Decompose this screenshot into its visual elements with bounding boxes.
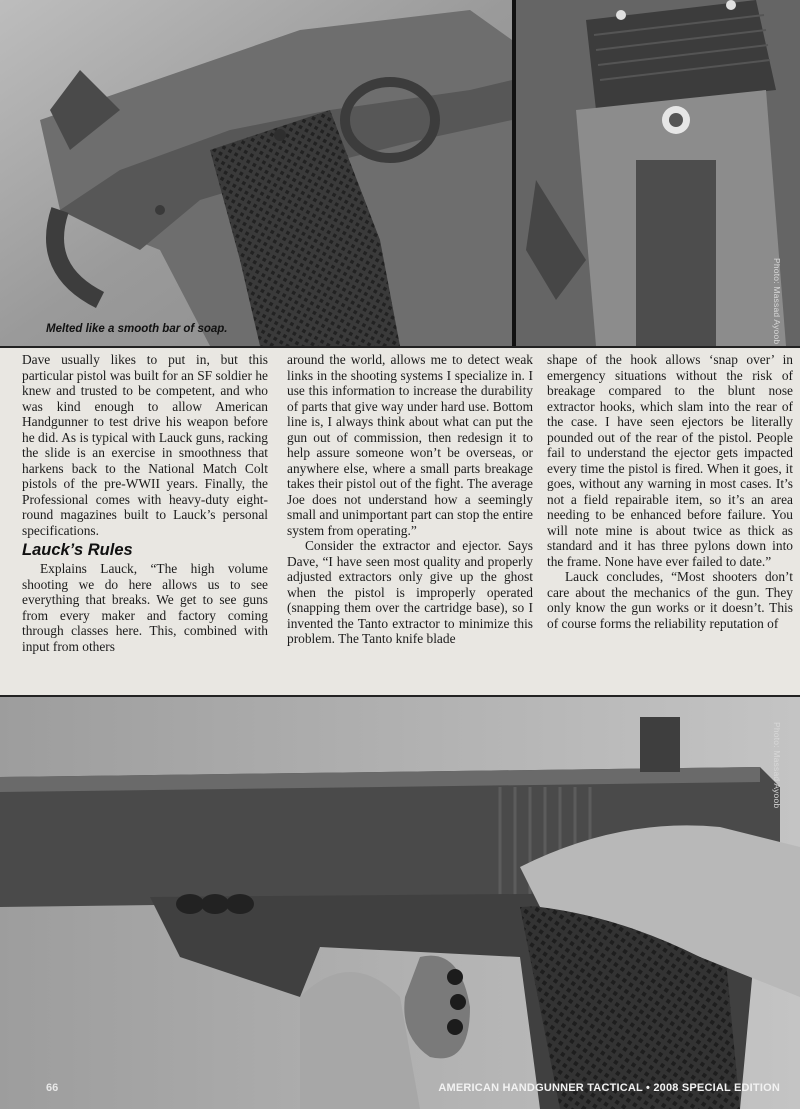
paragraph: Consider the extractor and ejector. Says Dave, “I have seen most quality and properly adjusted extractors only give up the ghost when the pistol is improperly operated (snapping them over the cartridge base), so I invented the Tanto extractor to minimize this problem. The Tanto knife blade (287, 538, 533, 646)
photo-rear-sight (516, 0, 800, 346)
photo-pistol-in-hand (0, 697, 800, 1109)
paragraph: shape of the hook allows ‘snap over’ in emergency situations without the risk of breakage compared to the blunt nose extractor hooks, which slam into the rear of the case. I have seen ejectors be literally pounded out of the rear of the pistol. People fail to understand the ejector gets impacted every time the pistol is fired. When it goes, it goes, without any warning in most cases. It’s not a field repairable item, so it’s an area needing to be enhanced before failure. You will note mine is about twice as thick as standard and it has three pylons down into the frame. None have ever failed to date.” (547, 352, 793, 569)
paragraph: Explains Lauck, “The high volume shooting we do here allows us to see everything that breaks. We get to see guns from every maker and factory coming through classes here. This, combined with input from others (22, 561, 268, 654)
photo-pistol-frame (0, 0, 512, 346)
paragraph: around the world, allows me to detect weak links in the shooting systems I specialize in. I use this information to increase the durability of parts that give way under hard use. Bottom line is, I always think about what can put the gun out of commission, then redesign it to help assure someone won’t be overseas, or anywhere else, where a small parts breakage takes their pistol out of the fight. The average Joe does not understand how a seemingly small and unimportant part can stop the entire system from operating.” (287, 352, 533, 538)
article-body (0, 346, 800, 697)
page-number: 66 (46, 1082, 59, 1094)
photo-credit-top: Photo: Massad Ayoob (772, 258, 782, 345)
photo-caption: Melted like a smooth bar of soap. (46, 323, 228, 335)
article-column-2 (287, 352, 533, 647)
publication-footer: AMERICAN HANDGUNNER TACTICAL • 2008 SPECIAL EDITION (438, 1082, 780, 1094)
paragraph: Lauck concludes, “Most shooters don’t care about the mechanics of the gun. They only know the gun works or it doesn’t. This of course forms the reliability reputation of (547, 569, 793, 631)
article-column-1 (22, 352, 268, 654)
paragraph: Dave usually likes to put in, but this particular pistol was built for an SF soldier he knew and trusted to be competent, and who was kind enough to allow American Handgunner to test drive his weapon before he did. As is typical with Lauck guns, racking the slide is an exercise in smoothness that harkens back to the National Match Colt pistols of the pre-WWII years. Finally, the Professional comes with heavy-duty eight-round magazines built to Lauck’s personal specifications. (22, 352, 268, 538)
article-column-3 (547, 352, 793, 631)
section-heading: Lauck’s Rules (22, 541, 133, 559)
photo-credit-bottom: Photo: Massad Ayoob (772, 722, 782, 809)
